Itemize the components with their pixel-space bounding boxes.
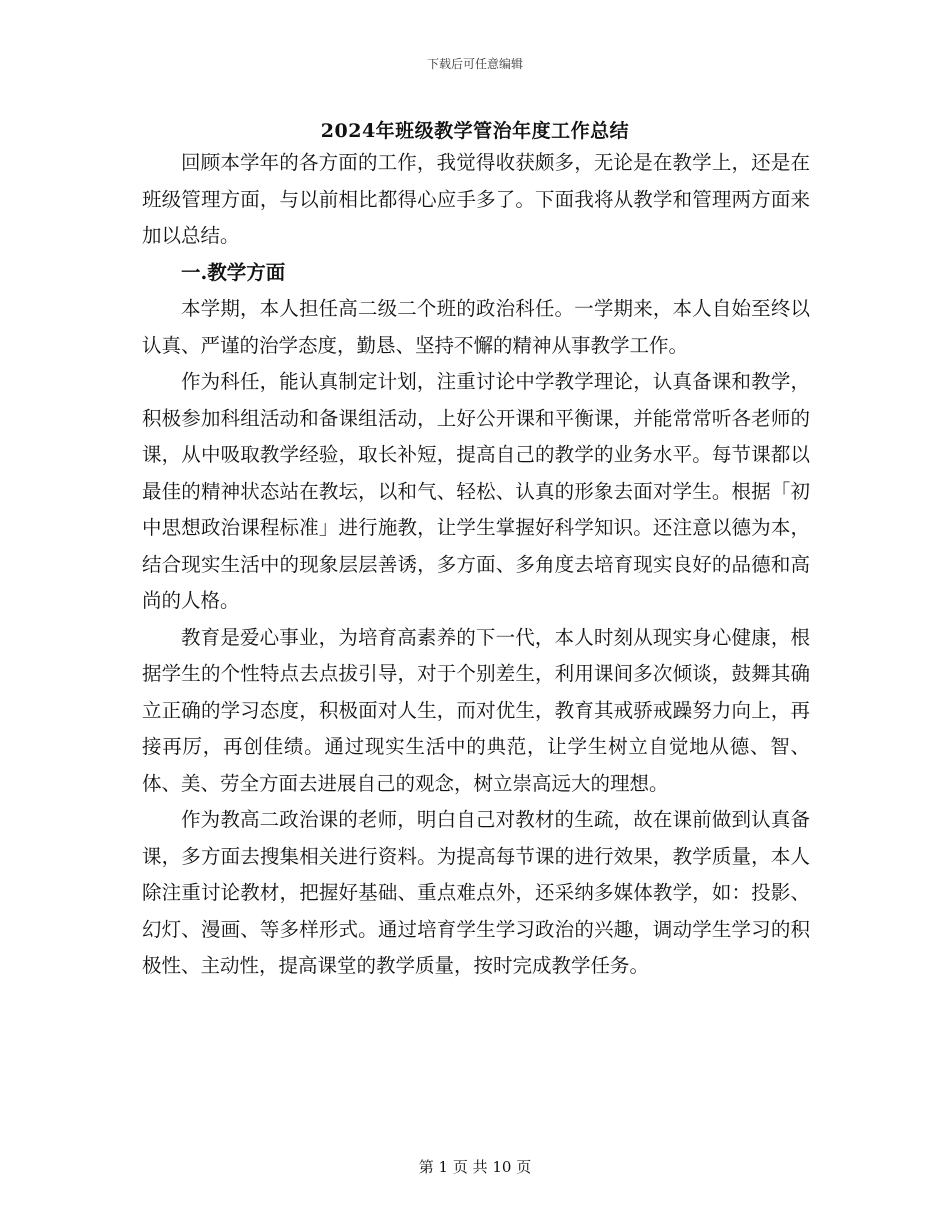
- body-paragraph: 作为教高二政治课的老师，明白自己对教材的生疏，故在课前做到认真备课，多方面去搜集相关进行资料。为提高每节课的进行效果，教学质量，本人除注重讨论教材，把握好基础、重点难点外，还采纳多媒体教学，如：投影、幻灯、漫画、等多样形式。通过培育学生学习政治的兴趣，调动学生学习的积极性、主动性，提高课堂的教学质量，按时完成教学任务。: [142, 808, 810, 977]
- document-body: [142, 145, 810, 985]
- document-title: 2024年班级教学管治年度工作总结: [320, 120, 630, 142]
- section-heading-teaching: 一.教学方面: [181, 260, 286, 284]
- intro-paragraph: 回顾本学年的各方面的工作，我觉得收获颇多，无论是在教学上，还是在班级管理方面，与以前相比都得心应手多了。下面我将从教学和管理两方面来加以总结。: [142, 151, 810, 247]
- header-note: 下载后可任意编辑: [426, 57, 523, 71]
- page-footer: 第 1 页 共 10 页: [418, 1158, 532, 1176]
- body-paragraph: 教育是爱心事业，为培育高素养的下一代，本人时刻从现实身心健康，根据学生的个性特点去点拔引导，对于个别差生，利用课间多次倾谈，鼓舞其确立正确的学习态度，积极面对人生，而对优生，教育其戒骄戒躁努力向上，再接再厉，再创佳绩。通过现实生活中的典范，让学生树立自觉地从德、智、体、美、劳全方面去进展自己的观念，树立崇高远大的理想。: [142, 625, 810, 795]
- body-paragraph: 作为科任，能认真制定计划，注重讨论中学教学理论，认真备课和教学，积极参加科组活动和备课组活动，上好公开课和平衡课，并能常常听各老师的课，从中吸取教学经验，取长补短，提高自己的教学的业务水平。每节课都以最佳的精神状态站在教坛，以和气、轻松、认真的形象去面对学生。根据「初中思想政治课程标准」进行施教，让学生掌握好科学知识。还注意以德为本，结合现实生活中的现象层层善诱，多方面、多角度去培育现实良好的品德和高尚的人格。: [142, 370, 810, 612]
- body-paragraph: 本学期，本人担任高二级二个班的政治科任。一学期来，本人自始至终以认真、严谨的治学态度，勤恳、坚持不懈的精神从事教学工作。: [142, 297, 810, 357]
